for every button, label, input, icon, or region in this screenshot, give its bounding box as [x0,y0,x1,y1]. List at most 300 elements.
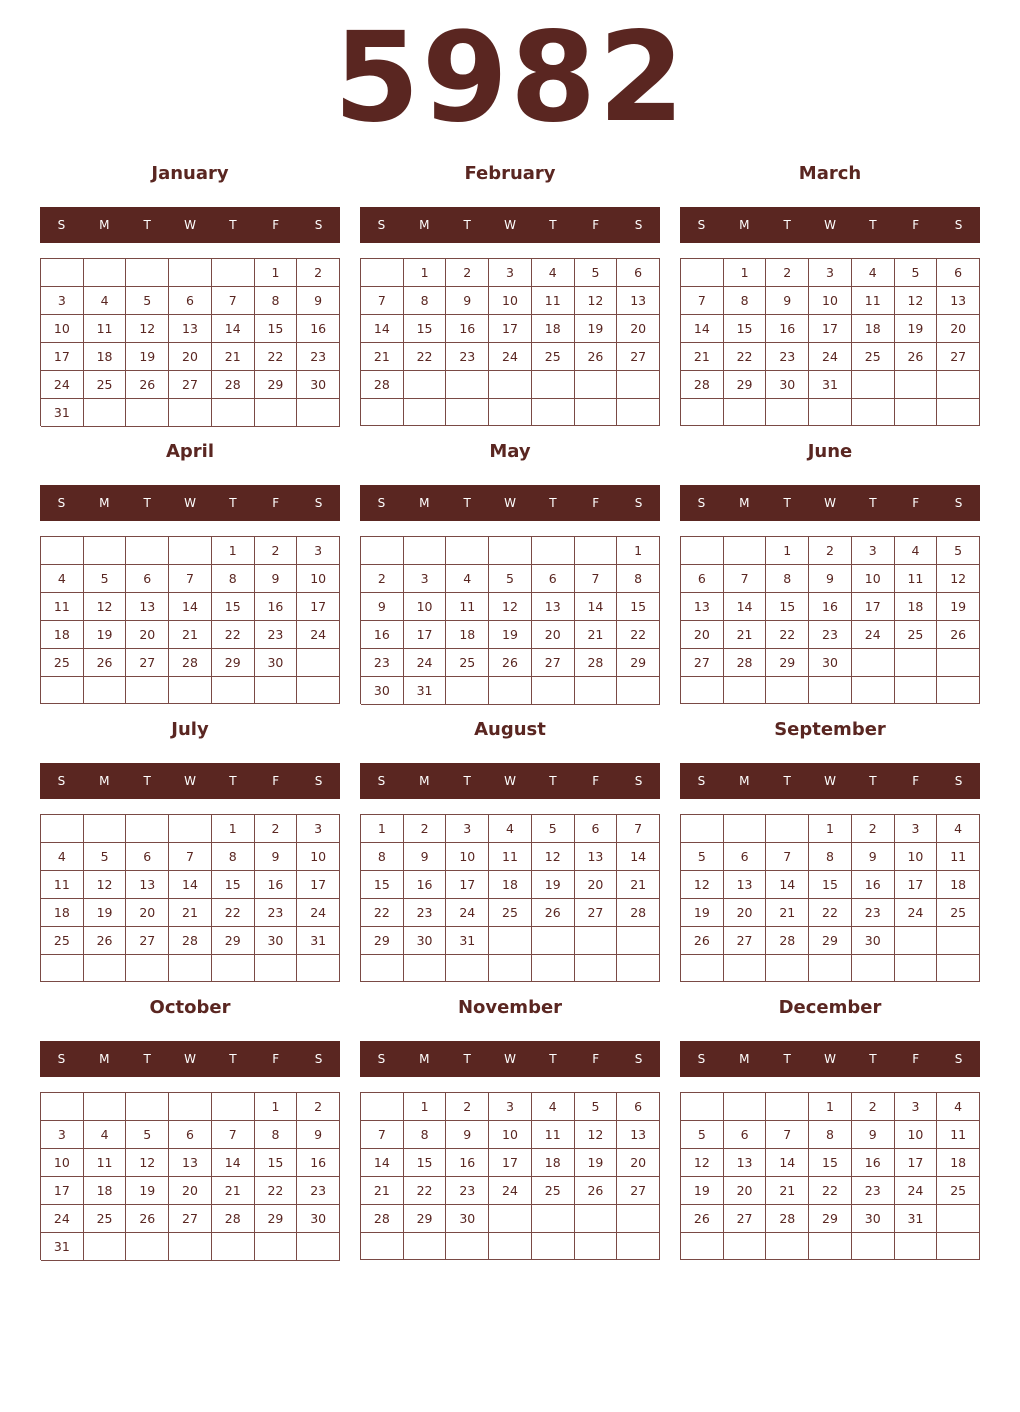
weekday-label: T [229,218,237,232]
month-title: June [807,441,853,462]
empty-day-cell [404,955,447,982]
day-cell: 26 [532,899,575,927]
day-cell: 1 [809,1093,852,1121]
day-cell: 23 [852,1177,895,1205]
empty-day-cell [575,371,618,399]
day-cell: 3 [809,259,852,287]
day-cell: 24 [446,899,489,927]
day-cell: 10 [489,287,532,315]
day-cell: 1 [255,1093,298,1121]
weekday-label: T [783,1052,791,1066]
empty-day-cell [724,815,767,843]
empty-day-cell [404,537,447,565]
day-cell: 7 [361,287,404,315]
empty-day-cell [126,399,169,427]
empty-day-cell [724,537,767,565]
day-cell: 18 [446,621,489,649]
day-cell: 28 [575,649,618,677]
day-cell: 31 [297,927,340,955]
empty-day-cell [724,1233,767,1260]
day-cell: 21 [169,621,212,649]
empty-day-cell [809,1233,852,1260]
day-cell: 8 [361,843,404,871]
day-cell: 15 [809,871,852,899]
day-cell: 2 [852,1093,895,1121]
day-cell: 1 [255,259,298,287]
day-cell: 2 [809,537,852,565]
day-cell: 1 [617,537,660,565]
day-cell: 29 [255,371,298,399]
day-cell: 1 [404,259,447,287]
empty-day-cell [446,955,489,982]
day-cell: 27 [575,899,618,927]
day-cell: 15 [766,593,809,621]
day-cell: 22 [255,343,298,371]
empty-day-cell [937,649,980,677]
day-cell: 17 [489,315,532,343]
weekday-label: T [143,774,151,788]
weekday-label: M [99,1052,110,1066]
month-title: December [778,997,882,1018]
day-cell: 9 [255,843,298,871]
day-cell: 24 [297,899,340,927]
empty-day-cell [937,399,980,426]
day-cell: 19 [126,1177,169,1205]
day-cell: 31 [404,677,447,705]
day-cell: 27 [169,371,212,399]
empty-day-cell [41,1093,84,1121]
day-cell: 7 [169,843,212,871]
day-cell: 24 [489,343,532,371]
day-cell: 16 [446,1149,489,1177]
day-cell: 12 [575,287,618,315]
empty-day-cell [532,1233,575,1260]
day-cell: 1 [212,537,255,565]
day-cell: 21 [361,1177,404,1205]
day-cell: 6 [617,1093,660,1121]
day-grid [680,1092,980,1260]
weekday-label: S [634,218,643,232]
day-cell: 16 [766,315,809,343]
day-cell: 14 [681,315,724,343]
day-cell: 9 [255,565,298,593]
day-cell: 26 [575,1177,618,1205]
weekday-label: M [419,218,430,232]
weekday-label: W [504,496,516,510]
day-grid [40,814,340,982]
empty-day-cell [617,677,660,705]
empty-day-cell [212,1093,255,1121]
day-cell: 23 [852,899,895,927]
day-cell: 28 [681,371,724,399]
empty-day-cell [532,399,575,426]
empty-day-cell [489,1233,532,1260]
day-cell: 27 [617,1177,660,1205]
empty-day-cell [575,677,618,705]
weekday-label: T [463,218,471,232]
weekday-label: T [229,774,237,788]
empty-day-cell [681,677,724,704]
empty-day-cell [489,537,532,565]
day-cell: 18 [895,593,938,621]
day-cell: 12 [681,1149,724,1177]
day-cell: 11 [489,843,532,871]
empty-day-cell [895,677,938,704]
empty-day-cell [852,649,895,677]
empty-day-cell [575,927,618,955]
day-cell: 21 [212,1177,255,1205]
weekday-label: W [824,1052,836,1066]
day-cell: 19 [895,315,938,343]
day-cell: 11 [41,593,84,621]
day-cell: 21 [212,343,255,371]
day-cell: 25 [446,649,489,677]
day-cell: 22 [212,621,255,649]
day-cell: 14 [212,1149,255,1177]
day-cell: 16 [297,1149,340,1177]
weekday-label: S [314,496,323,510]
weekday-header [360,207,660,243]
day-cell: 21 [575,621,618,649]
day-cell: 19 [489,621,532,649]
day-cell: 10 [489,1121,532,1149]
day-cell: 29 [212,649,255,677]
weekday-header [40,763,340,799]
empty-day-cell [212,1233,255,1261]
day-cell: 24 [404,649,447,677]
day-cell: 22 [809,899,852,927]
empty-day-cell [41,259,84,287]
day-cell: 3 [489,1093,532,1121]
day-cell: 5 [126,287,169,315]
empty-day-cell [446,677,489,705]
empty-day-cell [617,955,660,982]
weekday-header [680,207,980,243]
day-cell: 26 [895,343,938,371]
empty-day-cell [41,955,84,982]
day-cell: 10 [446,843,489,871]
day-cell: 1 [212,815,255,843]
day-cell: 6 [169,287,212,315]
day-cell: 26 [84,927,127,955]
day-cell: 17 [895,1149,938,1177]
empty-day-cell [489,399,532,426]
empty-day-cell [617,927,660,955]
empty-day-cell [489,677,532,705]
empty-day-cell [852,371,895,399]
day-cell: 27 [724,1205,767,1233]
day-cell: 11 [84,1149,127,1177]
empty-day-cell [532,677,575,705]
day-cell: 31 [41,1233,84,1261]
day-cell: 24 [41,371,84,399]
day-cell: 16 [446,315,489,343]
day-cell: 8 [404,287,447,315]
day-cell: 1 [766,537,809,565]
day-cell: 18 [532,1149,575,1177]
day-cell: 11 [532,287,575,315]
empty-day-cell [895,1233,938,1260]
day-cell: 14 [766,871,809,899]
empty-day-cell [169,1093,212,1121]
day-cell: 3 [895,1093,938,1121]
weekday-label: F [912,1052,920,1066]
day-cell: 19 [575,1149,618,1177]
empty-day-cell [895,927,938,955]
day-cell: 5 [681,843,724,871]
day-cell: 5 [84,843,127,871]
weekday-label: T [549,496,557,510]
day-cell: 11 [84,315,127,343]
day-cell: 5 [895,259,938,287]
day-cell: 14 [575,593,618,621]
empty-day-cell [489,927,532,955]
day-cell: 23 [297,343,340,371]
day-cell: 11 [937,1121,980,1149]
day-cell: 29 [617,649,660,677]
empty-day-cell [617,1205,660,1233]
day-cell: 20 [617,315,660,343]
day-cell: 9 [766,287,809,315]
weekday-label: T [783,496,791,510]
empty-day-cell [617,399,660,426]
day-cell: 15 [404,315,447,343]
weekday-label: S [634,1052,643,1066]
weekday-label: S [954,218,963,232]
day-cell: 16 [255,593,298,621]
day-cell: 1 [361,815,404,843]
day-cell: 22 [617,621,660,649]
day-cell: 23 [404,899,447,927]
empty-day-cell [937,677,980,704]
day-cell: 30 [255,927,298,955]
weekday-label: S [697,774,706,788]
weekday-label: T [869,218,877,232]
empty-day-cell [489,955,532,982]
day-cell: 26 [489,649,532,677]
empty-day-cell [212,399,255,427]
weekday-label: S [697,218,706,232]
empty-day-cell [297,1233,340,1261]
weekday-label: M [739,1052,750,1066]
day-cell: 17 [852,593,895,621]
day-cell: 3 [489,259,532,287]
day-cell: 15 [212,871,255,899]
empty-day-cell [126,259,169,287]
day-cell: 20 [937,315,980,343]
day-cell: 15 [617,593,660,621]
empty-day-cell [126,677,169,704]
day-cell: 28 [724,649,767,677]
day-cell: 28 [212,371,255,399]
empty-day-cell [895,371,938,399]
day-cell: 24 [41,1205,84,1233]
day-cell: 30 [852,927,895,955]
day-cell: 10 [404,593,447,621]
day-cell: 18 [937,1149,980,1177]
weekday-label: S [377,218,386,232]
day-cell: 2 [255,815,298,843]
weekday-label: S [377,1052,386,1066]
day-cell: 4 [937,815,980,843]
day-grid [360,258,660,426]
empty-day-cell [766,1233,809,1260]
weekday-label: M [739,496,750,510]
day-cell: 30 [809,649,852,677]
day-grid [360,1092,660,1260]
empty-day-cell [532,955,575,982]
weekday-label: W [504,774,516,788]
day-cell: 24 [895,899,938,927]
day-cell: 9 [809,565,852,593]
empty-day-cell [361,955,404,982]
empty-day-cell [766,399,809,426]
day-cell: 29 [404,1205,447,1233]
day-cell: 29 [361,927,404,955]
weekday-label: T [143,218,151,232]
empty-day-cell [575,1205,618,1233]
weekday-label: M [419,774,430,788]
day-cell: 28 [169,927,212,955]
weekday-label: T [869,774,877,788]
day-cell: 22 [809,1177,852,1205]
day-cell: 27 [169,1205,212,1233]
weekday-label: S [314,774,323,788]
day-cell: 25 [852,343,895,371]
day-cell: 16 [297,315,340,343]
day-cell: 25 [84,1205,127,1233]
day-cell: 6 [937,259,980,287]
empty-day-cell [895,399,938,426]
weekday-label: S [634,496,643,510]
weekday-label: F [912,774,920,788]
day-cell: 27 [937,343,980,371]
weekday-label: T [143,496,151,510]
day-cell: 27 [724,927,767,955]
day-cell: 31 [809,371,852,399]
day-cell: 9 [297,287,340,315]
empty-day-cell [724,955,767,982]
empty-day-cell [937,371,980,399]
empty-day-cell [126,1233,169,1261]
day-cell: 6 [617,259,660,287]
day-cell: 5 [681,1121,724,1149]
empty-day-cell [169,399,212,427]
day-grid [680,536,980,704]
day-cell: 4 [446,565,489,593]
day-cell: 9 [852,843,895,871]
day-cell: 2 [446,259,489,287]
day-cell: 3 [895,815,938,843]
empty-day-cell [361,537,404,565]
weekday-label: F [592,218,600,232]
day-cell: 15 [361,871,404,899]
empty-day-cell [41,815,84,843]
day-cell: 28 [766,1205,809,1233]
month-title: July [171,719,209,740]
day-cell: 10 [41,1149,84,1177]
day-cell: 9 [361,593,404,621]
day-cell: 21 [724,621,767,649]
empty-day-cell [489,1205,532,1233]
weekday-label: M [739,218,750,232]
empty-day-cell [84,1093,127,1121]
day-cell: 7 [212,1121,255,1149]
day-grid [680,258,980,426]
weekday-header [360,485,660,521]
month-title: May [489,441,531,462]
day-cell: 12 [84,871,127,899]
day-cell: 10 [297,565,340,593]
day-cell: 6 [724,843,767,871]
day-cell: 27 [126,927,169,955]
day-cell: 12 [84,593,127,621]
day-cell: 4 [937,1093,980,1121]
empty-day-cell [126,955,169,982]
day-cell: 21 [361,343,404,371]
empty-day-cell [532,927,575,955]
day-cell: 3 [41,1121,84,1149]
day-cell: 3 [446,815,489,843]
weekday-label: T [143,1052,151,1066]
day-cell: 8 [255,1121,298,1149]
day-cell: 7 [617,815,660,843]
day-cell: 14 [169,593,212,621]
empty-day-cell [852,1233,895,1260]
weekday-label: S [57,496,66,510]
day-cell: 2 [255,537,298,565]
day-cell: 9 [297,1121,340,1149]
empty-day-cell [809,399,852,426]
empty-day-cell [41,537,84,565]
day-cell: 2 [297,1093,340,1121]
day-cell: 8 [255,287,298,315]
empty-day-cell [84,677,127,704]
day-cell: 15 [724,315,767,343]
empty-day-cell [809,955,852,982]
day-cell: 12 [575,1121,618,1149]
empty-day-cell [766,815,809,843]
day-cell: 14 [724,593,767,621]
day-cell: 26 [126,371,169,399]
day-cell: 1 [724,259,767,287]
day-cell: 29 [724,371,767,399]
day-cell: 8 [809,1121,852,1149]
day-cell: 26 [126,1205,169,1233]
day-cell: 4 [895,537,938,565]
empty-day-cell [212,677,255,704]
weekday-label: M [739,774,750,788]
day-cell: 13 [724,1149,767,1177]
day-cell: 20 [126,899,169,927]
day-cell: 25 [532,1177,575,1205]
empty-day-cell [617,1233,660,1260]
day-cell: 7 [169,565,212,593]
weekday-label: W [184,774,196,788]
weekday-label: T [549,774,557,788]
day-cell: 28 [617,899,660,927]
empty-day-cell [84,1233,127,1261]
day-cell: 13 [681,593,724,621]
day-cell: 4 [532,1093,575,1121]
empty-day-cell [297,677,340,704]
empty-day-cell [297,399,340,427]
day-cell: 6 [575,815,618,843]
day-cell: 10 [852,565,895,593]
day-cell: 23 [361,649,404,677]
empty-day-cell [724,399,767,426]
day-cell: 14 [212,315,255,343]
